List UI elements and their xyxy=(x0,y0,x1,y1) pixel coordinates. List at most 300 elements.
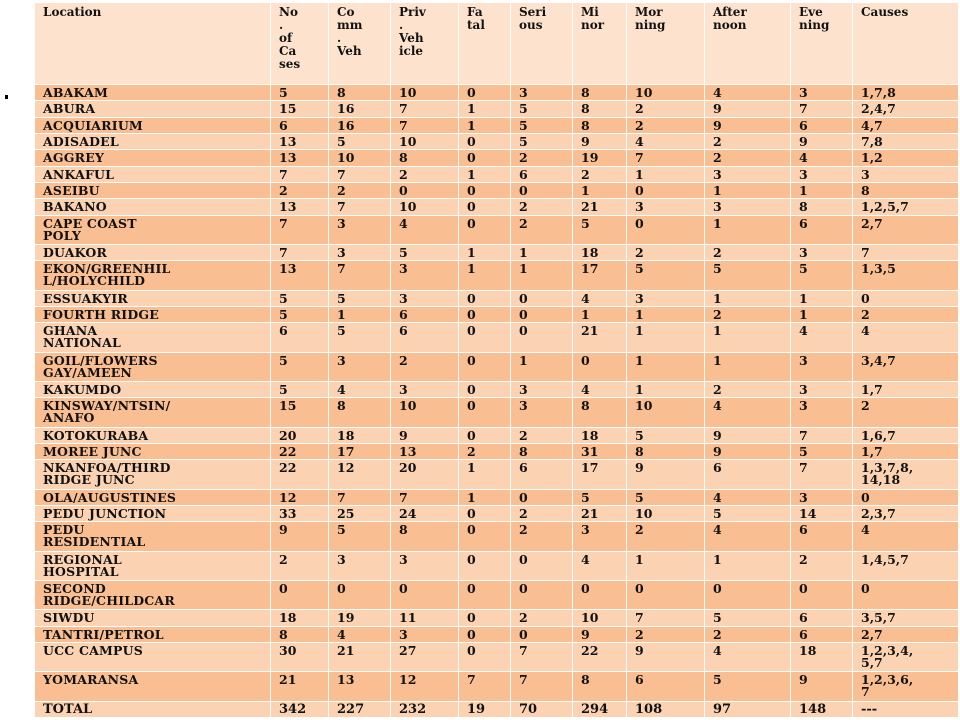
cell-afternoon: 1 xyxy=(705,323,791,352)
cell-fatal: 0 xyxy=(459,398,511,427)
cell-serious: 0 xyxy=(511,290,573,306)
cell-number-of-cases: 2 xyxy=(271,182,329,198)
cell-evening: 4 xyxy=(791,150,853,166)
cell-fatal: 0 xyxy=(459,352,511,381)
cell-morning: 9 xyxy=(627,642,705,671)
cell-fatal: 0 xyxy=(459,215,511,244)
table-row xyxy=(35,199,959,215)
cell-number-of-cases: 0 xyxy=(271,580,329,609)
table-row xyxy=(35,101,959,117)
cell-morning: 1 xyxy=(627,381,705,397)
total-private-vehicles: 232 xyxy=(391,701,459,717)
cell-number-of-cases: 2 xyxy=(271,551,329,580)
cell-fatal: 2 xyxy=(459,443,511,459)
cell-serious: 8 xyxy=(511,443,573,459)
cell-commercial-vehicles: 16 xyxy=(329,117,391,133)
cell-private-vehicles: 0 xyxy=(391,580,459,609)
location-cell: KOTOKURABA xyxy=(35,427,271,443)
cell-commercial-vehicles: 8 xyxy=(329,85,391,101)
cell-causes: 1,7,8 xyxy=(853,85,959,101)
cell-number-of-cases: 5 xyxy=(271,381,329,397)
cell-commercial-vehicles: 18 xyxy=(329,427,391,443)
table-row xyxy=(35,117,959,133)
cell-morning: 1 xyxy=(627,323,705,352)
cell-number-of-cases: 33 xyxy=(271,505,329,521)
cell-serious: 2 xyxy=(511,150,573,166)
cell-minor: 3 xyxy=(573,522,627,551)
cell-afternoon: 2 xyxy=(705,381,791,397)
cell-commercial-vehicles: 7 xyxy=(329,199,391,215)
cell-private-vehicles: 6 xyxy=(391,306,459,322)
cell-causes: 3,5,7 xyxy=(853,610,959,626)
cell-minor: 2 xyxy=(573,166,627,182)
column-header-minor: Mi nor xyxy=(573,3,627,85)
cell-serious: 5 xyxy=(511,117,573,133)
column-header-causes: Causes xyxy=(853,3,959,85)
cell-minor: 1 xyxy=(573,306,627,322)
cell-evening: 3 xyxy=(791,166,853,182)
location-cell: ANKAFUL xyxy=(35,166,271,182)
cell-private-vehicles: 10 xyxy=(391,398,459,427)
cell-minor: 18 xyxy=(573,244,627,260)
cell-evening: 18 xyxy=(791,642,853,671)
cell-morning: 1 xyxy=(627,551,705,580)
cell-causes: 1,6,7 xyxy=(853,427,959,443)
total-evening: 148 xyxy=(791,701,853,717)
cell-number-of-cases: 7 xyxy=(271,166,329,182)
cell-afternoon: 5 xyxy=(705,610,791,626)
cell-minor: 8 xyxy=(573,398,627,427)
table-row xyxy=(35,166,959,182)
cell-commercial-vehicles: 3 xyxy=(329,352,391,381)
cell-fatal: 0 xyxy=(459,522,511,551)
cell-afternoon: 1 xyxy=(705,182,791,198)
cell-minor: 21 xyxy=(573,199,627,215)
cell-causes: 4,7 xyxy=(853,117,959,133)
cell-fatal: 0 xyxy=(459,85,511,101)
cell-evening: 3 xyxy=(791,244,853,260)
cell-fatal: 0 xyxy=(459,610,511,626)
table-row xyxy=(35,381,959,397)
cell-minor: 19 xyxy=(573,150,627,166)
accident-statistics-table xyxy=(34,2,959,718)
cell-fatal: 1 xyxy=(459,117,511,133)
cell-evening: 5 xyxy=(791,261,853,290)
cell-number-of-cases: 13 xyxy=(271,133,329,149)
cell-causes: 8 xyxy=(853,182,959,198)
cell-fatal: 0 xyxy=(459,290,511,306)
location-cell: KAKUMDO xyxy=(35,381,271,397)
cell-number-of-cases: 21 xyxy=(271,672,329,701)
location-cell: NKANFOA/THIRD RIDGE JUNC xyxy=(35,460,271,489)
cell-number-of-cases: 7 xyxy=(271,215,329,244)
location-cell: ABURA xyxy=(35,101,271,117)
cell-causes: 2 xyxy=(853,398,959,427)
cell-number-of-cases: 22 xyxy=(271,460,329,489)
cell-minor: 4 xyxy=(573,290,627,306)
cell-private-vehicles: 2 xyxy=(391,166,459,182)
cell-serious: 0 xyxy=(511,306,573,322)
cell-afternoon: 1 xyxy=(705,352,791,381)
cell-afternoon: 5 xyxy=(705,672,791,701)
column-header-afternoon: After noon xyxy=(705,3,791,85)
cell-private-vehicles: 7 xyxy=(391,101,459,117)
cell-commercial-vehicles: 8 xyxy=(329,398,391,427)
cell-morning: 5 xyxy=(627,489,705,505)
cell-evening: 5 xyxy=(791,443,853,459)
cell-afternoon: 4 xyxy=(705,522,791,551)
table-row xyxy=(35,352,959,381)
total-serious: 70 xyxy=(511,701,573,717)
table-row xyxy=(35,626,959,642)
location-cell: TANTRI/PETROL xyxy=(35,626,271,642)
cell-private-vehicles: 24 xyxy=(391,505,459,521)
cell-morning: 7 xyxy=(627,610,705,626)
table-row xyxy=(35,306,959,322)
cell-morning: 5 xyxy=(627,427,705,443)
cell-evening: 6 xyxy=(791,626,853,642)
cell-evening: 3 xyxy=(791,352,853,381)
cell-number-of-cases: 15 xyxy=(271,101,329,117)
cell-minor: 0 xyxy=(573,580,627,609)
cell-causes: 1,7 xyxy=(853,443,959,459)
cell-serious: 2 xyxy=(511,199,573,215)
cell-serious: 1 xyxy=(511,352,573,381)
cell-fatal: 1 xyxy=(459,460,511,489)
cell-evening: 2 xyxy=(791,551,853,580)
cell-minor: 17 xyxy=(573,460,627,489)
location-cell: KINSWAY/NTSIN/ ANAFO xyxy=(35,398,271,427)
cell-evening: 7 xyxy=(791,427,853,443)
location-cell: YOMARANSA xyxy=(35,672,271,701)
cell-causes: 3,4,7 xyxy=(853,352,959,381)
cell-morning: 10 xyxy=(627,85,705,101)
column-header-evening: Eve ning xyxy=(791,3,853,85)
cell-private-vehicles: 27 xyxy=(391,642,459,671)
cell-fatal: 0 xyxy=(459,182,511,198)
cell-serious: 5 xyxy=(511,133,573,149)
cell-number-of-cases: 15 xyxy=(271,398,329,427)
cell-private-vehicles: 7 xyxy=(391,489,459,505)
cell-minor: 9 xyxy=(573,133,627,149)
cell-causes: 0 xyxy=(853,290,959,306)
cell-afternoon: 3 xyxy=(705,166,791,182)
cell-number-of-cases: 8 xyxy=(271,626,329,642)
cell-private-vehicles: 20 xyxy=(391,460,459,489)
cell-afternoon: 2 xyxy=(705,244,791,260)
column-header-fatal: Fa tal xyxy=(459,3,511,85)
location-cell: GHANA NATIONAL xyxy=(35,323,271,352)
cell-commercial-vehicles: 12 xyxy=(329,460,391,489)
cell-fatal: 1 xyxy=(459,166,511,182)
cell-number-of-cases: 6 xyxy=(271,117,329,133)
cell-number-of-cases: 13 xyxy=(271,261,329,290)
cell-causes: 0 xyxy=(853,580,959,609)
cell-serious: 0 xyxy=(511,489,573,505)
cell-morning: 5 xyxy=(627,261,705,290)
cell-number-of-cases: 5 xyxy=(271,352,329,381)
cell-serious: 3 xyxy=(511,398,573,427)
cell-morning: 2 xyxy=(627,101,705,117)
cell-number-of-cases: 7 xyxy=(271,244,329,260)
cell-commercial-vehicles: 0 xyxy=(329,580,391,609)
cell-afternoon: 1 xyxy=(705,551,791,580)
location-cell: ASEIBU xyxy=(35,182,271,198)
cell-fatal: 0 xyxy=(459,551,511,580)
cell-evening: 9 xyxy=(791,672,853,701)
cell-causes: 0 xyxy=(853,489,959,505)
cell-morning: 2 xyxy=(627,522,705,551)
cell-causes: 4 xyxy=(853,522,959,551)
cell-afternoon: 2 xyxy=(705,306,791,322)
cell-afternoon: 2 xyxy=(705,626,791,642)
cell-commercial-vehicles: 3 xyxy=(329,215,391,244)
table-row xyxy=(35,672,959,701)
cell-fatal: 1 xyxy=(459,101,511,117)
cell-evening: 0 xyxy=(791,580,853,609)
cell-number-of-cases: 22 xyxy=(271,443,329,459)
cell-evening: 1 xyxy=(791,306,853,322)
cell-serious: 1 xyxy=(511,244,573,260)
table-row xyxy=(35,460,959,489)
cell-minor: 18 xyxy=(573,427,627,443)
cell-fatal: 0 xyxy=(459,306,511,322)
column-header-private-vehicles: Priv . Veh icle xyxy=(391,3,459,85)
cell-afternoon: 9 xyxy=(705,117,791,133)
cell-morning: 9 xyxy=(627,460,705,489)
location-cell: SIWDU xyxy=(35,610,271,626)
cell-morning: 0 xyxy=(627,580,705,609)
table-body xyxy=(35,85,959,718)
location-cell: ESSUAKYIR xyxy=(35,290,271,306)
cell-causes: 7,8 xyxy=(853,133,959,149)
cell-evening: 3 xyxy=(791,398,853,427)
cell-afternoon: 2 xyxy=(705,150,791,166)
cell-minor: 0 xyxy=(573,352,627,381)
cell-commercial-vehicles: 7 xyxy=(329,166,391,182)
cell-morning: 3 xyxy=(627,290,705,306)
cell-minor: 8 xyxy=(573,101,627,117)
cell-serious: 7 xyxy=(511,672,573,701)
location-cell: MOREE JUNC xyxy=(35,443,271,459)
cell-fatal: 0 xyxy=(459,323,511,352)
cell-minor: 5 xyxy=(573,489,627,505)
cell-evening: 7 xyxy=(791,101,853,117)
cell-evening: 3 xyxy=(791,85,853,101)
cell-morning: 8 xyxy=(627,443,705,459)
cell-commercial-vehicles: 16 xyxy=(329,101,391,117)
cell-commercial-vehicles: 10 xyxy=(329,150,391,166)
cell-evening: 3 xyxy=(791,489,853,505)
cell-fatal: 0 xyxy=(459,626,511,642)
cell-causes: 4 xyxy=(853,323,959,352)
cell-evening: 3 xyxy=(791,381,853,397)
cell-morning: 7 xyxy=(627,150,705,166)
cell-evening: 14 xyxy=(791,505,853,521)
cell-serious: 3 xyxy=(511,85,573,101)
cell-minor: 9 xyxy=(573,626,627,642)
table-row xyxy=(35,133,959,149)
table-row xyxy=(35,398,959,427)
cell-minor: 1 xyxy=(573,182,627,198)
cell-private-vehicles: 3 xyxy=(391,290,459,306)
cell-afternoon: 0 xyxy=(705,580,791,609)
cell-serious: 0 xyxy=(511,323,573,352)
cell-private-vehicles: 9 xyxy=(391,427,459,443)
cell-morning: 2 xyxy=(627,244,705,260)
cell-evening: 6 xyxy=(791,215,853,244)
cell-serious: 3 xyxy=(511,381,573,397)
cell-evening: 7 xyxy=(791,460,853,489)
cell-commercial-vehicles: 3 xyxy=(329,244,391,260)
cell-private-vehicles: 8 xyxy=(391,522,459,551)
cell-fatal: 0 xyxy=(459,505,511,521)
cell-number-of-cases: 18 xyxy=(271,610,329,626)
cell-evening: 8 xyxy=(791,199,853,215)
table-row xyxy=(35,215,959,244)
cell-serious: 0 xyxy=(511,580,573,609)
cell-causes: 2,3,7 xyxy=(853,505,959,521)
table-row xyxy=(35,290,959,306)
cell-causes: 1,2,3,6, 7 xyxy=(853,672,959,701)
total-afternoon: 97 xyxy=(705,701,791,717)
cell-evening: 1 xyxy=(791,290,853,306)
total-number-of-cases: 342 xyxy=(271,701,329,717)
cell-private-vehicles: 13 xyxy=(391,443,459,459)
location-cell: BAKANO xyxy=(35,199,271,215)
column-header-commercial-vehicles: Co mm . Veh xyxy=(329,3,391,85)
cell-fatal: 0 xyxy=(459,427,511,443)
cell-commercial-vehicles: 4 xyxy=(329,626,391,642)
table-row xyxy=(35,580,959,609)
cell-number-of-cases: 9 xyxy=(271,522,329,551)
cell-commercial-vehicles: 1 xyxy=(329,306,391,322)
cell-serious: 0 xyxy=(511,626,573,642)
cell-number-of-cases: 12 xyxy=(271,489,329,505)
cell-commercial-vehicles: 5 xyxy=(329,522,391,551)
cell-afternoon: 4 xyxy=(705,642,791,671)
cell-serious: 2 xyxy=(511,610,573,626)
cell-private-vehicles: 5 xyxy=(391,244,459,260)
cell-serious: 6 xyxy=(511,166,573,182)
cell-minor: 4 xyxy=(573,551,627,580)
cell-afternoon: 2 xyxy=(705,133,791,149)
table-row xyxy=(35,522,959,551)
cell-private-vehicles: 2 xyxy=(391,352,459,381)
cell-commercial-vehicles: 5 xyxy=(329,133,391,149)
accident-table-container xyxy=(34,2,958,718)
location-cell: CAPE COAST POLY xyxy=(35,215,271,244)
cell-morning: 0 xyxy=(627,215,705,244)
cell-causes: 1,3,5 xyxy=(853,261,959,290)
cell-commercial-vehicles: 4 xyxy=(329,381,391,397)
table-row xyxy=(35,261,959,290)
column-header-serious: Seri ous xyxy=(511,3,573,85)
cell-minor: 8 xyxy=(573,85,627,101)
cell-serious: 6 xyxy=(511,460,573,489)
cell-morning: 4 xyxy=(627,133,705,149)
cell-private-vehicles: 10 xyxy=(391,133,459,149)
table-row xyxy=(35,244,959,260)
cell-afternoon: 3 xyxy=(705,199,791,215)
cell-private-vehicles: 10 xyxy=(391,85,459,101)
cell-fatal: 1 xyxy=(459,244,511,260)
cell-evening: 9 xyxy=(791,133,853,149)
location-cell: GOIL/FLOWERS GAY/AMEEN xyxy=(35,352,271,381)
cell-fatal: 0 xyxy=(459,133,511,149)
cell-causes: 2,4,7 xyxy=(853,101,959,117)
cell-minor: 8 xyxy=(573,672,627,701)
location-cell: REGIONAL HOSPITAL xyxy=(35,551,271,580)
location-cell: EKON/GREENHIL L/HOLYCHILD xyxy=(35,261,271,290)
cell-commercial-vehicles: 3 xyxy=(329,551,391,580)
table-row xyxy=(35,505,959,521)
total-fatal: 19 xyxy=(459,701,511,717)
cell-number-of-cases: 30 xyxy=(271,642,329,671)
location-cell: PEDU JUNCTION xyxy=(35,505,271,521)
cell-causes: 3 xyxy=(853,166,959,182)
cell-fatal: 0 xyxy=(459,381,511,397)
table-row xyxy=(35,551,959,580)
cell-number-of-cases: 20 xyxy=(271,427,329,443)
cell-fatal: 1 xyxy=(459,489,511,505)
cell-minor: 8 xyxy=(573,117,627,133)
total-row xyxy=(35,701,959,717)
cell-minor: 10 xyxy=(573,610,627,626)
cell-minor: 21 xyxy=(573,323,627,352)
location-cell: PEDU RESIDENTIAL xyxy=(35,522,271,551)
cell-private-vehicles: 0 xyxy=(391,182,459,198)
cell-commercial-vehicles: 7 xyxy=(329,261,391,290)
cell-morning: 3 xyxy=(627,199,705,215)
cell-fatal: 0 xyxy=(459,199,511,215)
table-row xyxy=(35,182,959,198)
table-row xyxy=(35,610,959,626)
total-causes: --- xyxy=(853,701,959,717)
location-cell: SECOND RIDGE/CHILDCAR xyxy=(35,580,271,609)
cell-commercial-vehicles: 19 xyxy=(329,610,391,626)
cell-fatal: 0 xyxy=(459,642,511,671)
cell-causes: 2,7 xyxy=(853,215,959,244)
column-header-number-of-cases: No . of Ca ses xyxy=(271,3,329,85)
cell-evening: 6 xyxy=(791,117,853,133)
cell-morning: 6 xyxy=(627,672,705,701)
cell-morning: 2 xyxy=(627,626,705,642)
cell-private-vehicles: 7 xyxy=(391,117,459,133)
location-cell: OLA/AUGUSTINES xyxy=(35,489,271,505)
cell-evening: 6 xyxy=(791,522,853,551)
cell-afternoon: 5 xyxy=(705,261,791,290)
cell-fatal: 7 xyxy=(459,672,511,701)
cell-private-vehicles: 3 xyxy=(391,626,459,642)
cell-afternoon: 9 xyxy=(705,101,791,117)
cell-minor: 17 xyxy=(573,261,627,290)
cell-private-vehicles: 6 xyxy=(391,323,459,352)
cell-commercial-vehicles: 2 xyxy=(329,182,391,198)
cell-afternoon: 4 xyxy=(705,489,791,505)
cell-causes: 7 xyxy=(853,244,959,260)
location-cell: FOURTH RIDGE xyxy=(35,306,271,322)
table-row xyxy=(35,85,959,101)
cell-fatal: 0 xyxy=(459,580,511,609)
cell-private-vehicles: 4 xyxy=(391,215,459,244)
table-row xyxy=(35,443,959,459)
cell-evening: 4 xyxy=(791,323,853,352)
stray-mark xyxy=(5,95,8,99)
cell-serious: 5 xyxy=(511,101,573,117)
cell-private-vehicles: 3 xyxy=(391,551,459,580)
cell-causes: 1,7 xyxy=(853,381,959,397)
